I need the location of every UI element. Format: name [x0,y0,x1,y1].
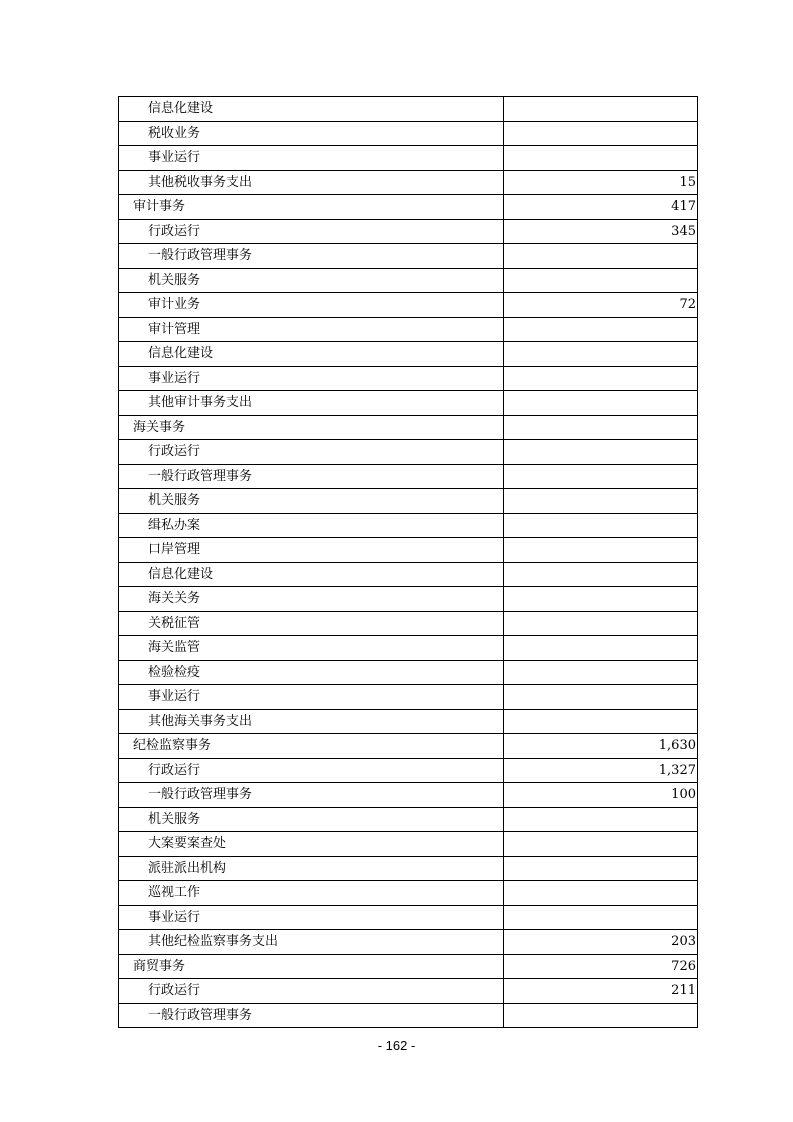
table-row [119,513,698,538]
amount-cell [504,440,698,465]
amount-cell: 203 [504,930,698,955]
page-number: - 162 - [377,1038,416,1053]
amount-cell [504,562,698,587]
amount-cell [504,342,698,367]
category-name-cell: 审计事务 [119,195,504,220]
budget-table [118,96,698,1028]
table-row [119,832,698,857]
table-row [119,685,698,710]
amount-cell [504,807,698,832]
amount-cell [504,244,698,269]
table-row [119,930,698,955]
item-name-cell: 派驻派出机构 [119,856,504,881]
amount-cell [504,709,698,734]
table-row [119,317,698,342]
item-name-cell: 其他纪检监察事务支出 [119,930,504,955]
amount-cell [504,268,698,293]
item-name-cell: 一般行政管理事务 [119,1003,504,1028]
table-row [119,219,698,244]
table-row [119,342,698,367]
table-body [119,97,698,1028]
item-name-cell: 一般行政管理事务 [119,244,504,269]
amount-cell [504,513,698,538]
item-name-cell: 缉私办案 [119,513,504,538]
table-row [119,709,698,734]
item-name-cell: 行政运行 [119,219,504,244]
amount-cell: 345 [504,219,698,244]
table-row [119,905,698,930]
amount-cell [504,856,698,881]
item-name-cell: 审计管理 [119,317,504,342]
item-name-cell: 其他审计事务支出 [119,391,504,416]
table-row [119,268,698,293]
table-row [119,293,698,318]
item-name-cell: 事业运行 [119,146,504,171]
table-row [119,783,698,808]
item-name-cell: 事业运行 [119,366,504,391]
item-name-cell: 机关服务 [119,489,504,514]
table-row [119,734,698,759]
amount-cell [504,611,698,636]
item-name-cell: 机关服务 [119,268,504,293]
amount-cell: 1,327 [504,758,698,783]
item-name-cell: 机关服务 [119,807,504,832]
item-name-cell: 检验检疫 [119,660,504,685]
amount-cell [504,317,698,342]
table-row [119,391,698,416]
table-row [119,807,698,832]
table-row [119,587,698,612]
amount-cell [504,832,698,857]
item-name-cell: 其他海关事务支出 [119,709,504,734]
amount-cell [504,905,698,930]
category-name-cell: 海关事务 [119,415,504,440]
table-row [119,562,698,587]
table-row [119,660,698,685]
item-name-cell: 行政运行 [119,979,504,1004]
amount-cell: 417 [504,195,698,220]
amount-cell [504,660,698,685]
amount-cell [504,881,698,906]
item-name-cell: 海关监管 [119,636,504,661]
item-name-cell: 关税征管 [119,611,504,636]
item-name-cell: 海关关务 [119,587,504,612]
amount-cell: 15 [504,170,698,195]
amount-cell [504,685,698,710]
amount-cell [504,489,698,514]
table-row [119,195,698,220]
table-row [119,244,698,269]
amount-cell [504,1003,698,1028]
amount-cell [504,366,698,391]
amount-cell: 1,630 [504,734,698,759]
amount-cell [504,538,698,563]
item-name-cell: 信息化建设 [119,97,504,122]
item-name-cell: 信息化建设 [119,562,504,587]
amount-cell [504,587,698,612]
table-row [119,440,698,465]
category-name-cell: 商贸事务 [119,954,504,979]
table-row [119,146,698,171]
table-row [119,1003,698,1028]
amount-cell: 211 [504,979,698,1004]
item-name-cell: 巡视工作 [119,881,504,906]
item-name-cell: 行政运行 [119,758,504,783]
table-row [119,366,698,391]
amount-cell: 72 [504,293,698,318]
item-name-cell: 信息化建设 [119,342,504,367]
item-name-cell: 事业运行 [119,685,504,710]
table-row [119,954,698,979]
table-row [119,856,698,881]
table-row [119,170,698,195]
table-row [119,611,698,636]
table-row [119,489,698,514]
table-row [119,415,698,440]
item-name-cell: 一般行政管理事务 [119,783,504,808]
amount-cell: 726 [504,954,698,979]
table-row [119,881,698,906]
amount-cell [504,146,698,171]
table-row [119,538,698,563]
amount-cell [504,636,698,661]
item-name-cell: 一般行政管理事务 [119,464,504,489]
item-name-cell: 行政运行 [119,440,504,465]
item-name-cell: 事业运行 [119,905,504,930]
item-name-cell: 其他税收事务支出 [119,170,504,195]
amount-cell [504,415,698,440]
item-name-cell: 税收业务 [119,121,504,146]
table-row [119,758,698,783]
category-name-cell: 纪检监察事务 [119,734,504,759]
table-row [119,636,698,661]
table-row [119,979,698,1004]
item-name-cell: 审计业务 [119,293,504,318]
table-row [119,121,698,146]
item-name-cell: 大案要案查处 [119,832,504,857]
table-row [119,464,698,489]
amount-cell: 100 [504,783,698,808]
item-name-cell: 口岸管理 [119,538,504,563]
amount-cell [504,121,698,146]
amount-cell [504,97,698,122]
amount-cell [504,391,698,416]
table-row [119,97,698,122]
amount-cell [504,464,698,489]
